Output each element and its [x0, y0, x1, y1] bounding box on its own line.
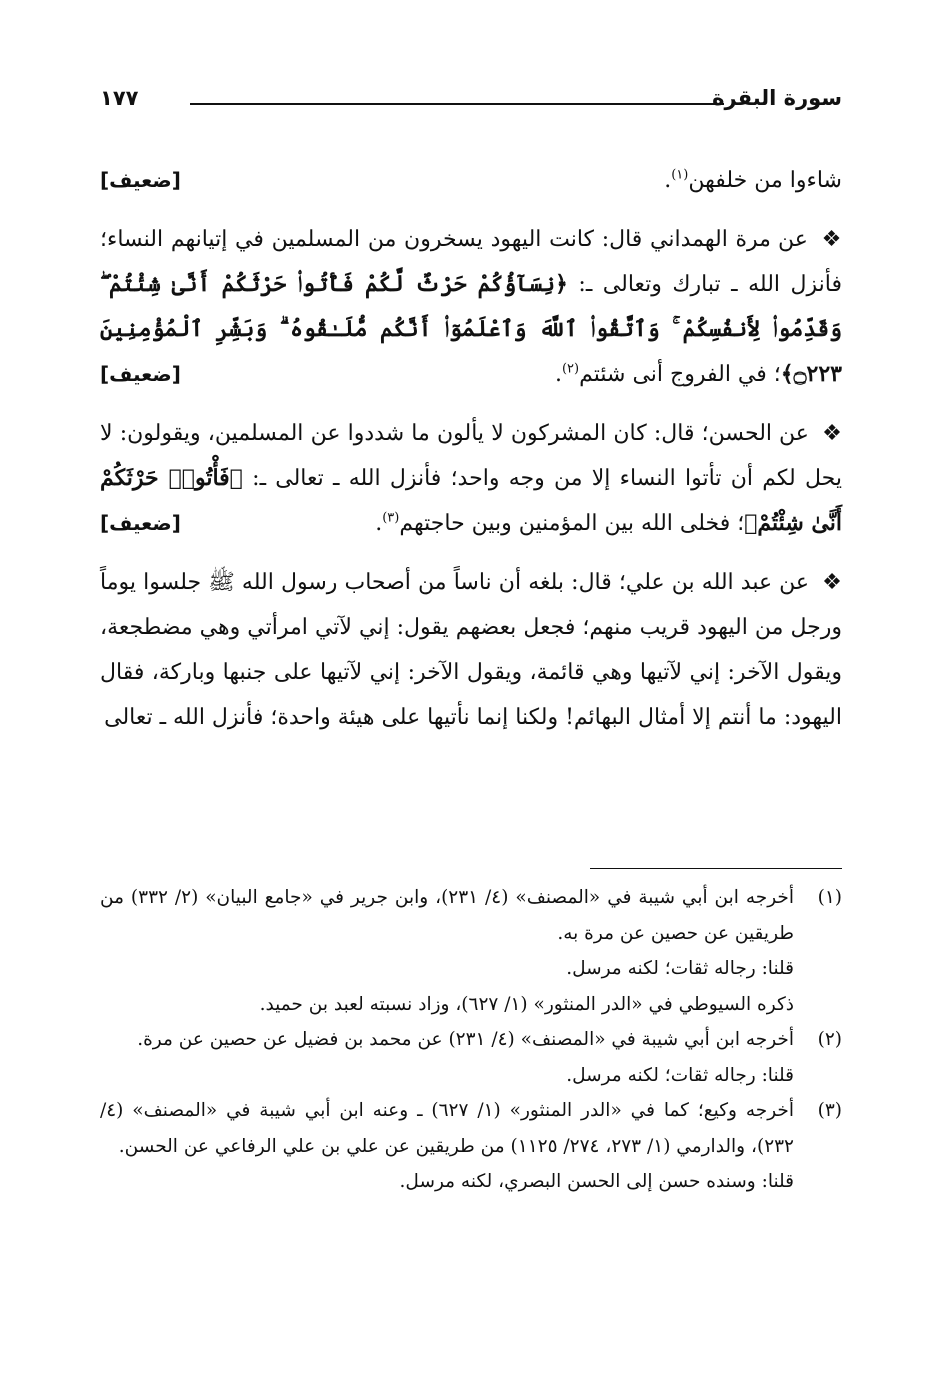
paragraph-text: عن عبد الله بن علي؛ قال: بلغه أن ناساً من أصحاب رسول الله ﷺ جلسوا يوماً ورجل من اليهود قريب منهم؛ فجعل بعضهم يقول: إني لآتي امرأتي وهي مضطجعة، ويقول الآخر: إني لآتيها وهي قائمة، ويقول الآخر: إني لآتيها على جنبها وباركة، فقال اليهود: ما أنتم إلا أمثال البهائم! ولكنا إنما نأتيها على هيئة واحدة؛ فأنزل الله ـ تعالى [100, 570, 842, 730]
footnote-ref: (٣) [382, 510, 400, 526]
footnote-line: أخرجه وكيع؛ كما في «الدر المنثور» (١/ ٦٢٧) ـ وعنه ابن أبي شيبة في «المصنف» (٤/ ٢٣٢)، والدارمي (١/ ٢٧٣، ٢٧٤/ ١١٢٥) من طريقين عن علي بن علي الرفاعي عن الحسن. [100, 1100, 795, 1157]
bullet-icon: ❖ [822, 570, 842, 595]
paragraph-1: [ضعيف] شاءوا من خلفهن$^{(١)}$. [100, 158, 842, 203]
footnote-separator [590, 868, 842, 869]
footnote-line: أخرجه ابن أبي شيبة في «المصنف» (٤/ ٢٣١)، وابن جرير في «جامع البيان» (٢/ ٣٣٢) من طريقين عن حصين عن مرة به. [100, 887, 794, 944]
header-rule [190, 103, 724, 105]
footnote-line: ذكره السيوطي في «الدر المنثور» (١/ ٦٢٧)، وزاد نسبته لعبد بن حميد. [259, 993, 794, 1015]
paragraph-text: ؛ فخلى الله بين المؤمنين وبين حاجتهم [399, 511, 745, 536]
paragraph-text: شاءوا من خلفهن [688, 168, 842, 193]
page-number: ١٧٧ [100, 86, 139, 110]
footnote-ref: (١) [671, 167, 689, 183]
footnote-2 [100, 1022, 842, 1093]
footnote-3 [100, 1093, 842, 1200]
surah-title: سورة البقرة [712, 86, 842, 110]
footnote-ref: (٢) [561, 361, 580, 377]
footnote-line: أخرجه ابن أبي شيبة في «المصنف» (٤/ ٢٣١) عن محمد بن فضيل عن حصين عن مرة. [137, 1029, 794, 1050]
footnote-line: قلنا: رجاله ثقات؛ لكنه مرسل. [566, 958, 794, 979]
quran-verse: ﴿نِسَآؤُكُمْ حَرْثٌ لَّكُمْ فَأْتُوا۟ حَرْثَكُمْ أَنَّىٰ شِئْتُمْ ۖ وَقَدِّمُوا۟ لِأَنفُسِكُمْ ۚ وَٱتَّقُوا۟ ٱللَّهَ وَٱعْلَمُوٓا۟ أَنَّكُم مُّلَـٰقُوهُ ۗ وَبَشِّرِ ٱلْمُؤْمِنِينَ ۝٢٢٣﴾ [100, 271, 842, 387]
footnote-1 [100, 880, 842, 1022]
paragraph-2: ❖ عن مرة الهمداني قال: كانت اليهود يسخرون من المسلمين في إتيانهم النساء؛ فأنزل الله ـ تبارك وتعالى ـ: ﴿نِسَآؤُكُمْ حَرْثٌ لَّكُمْ فَأْتُوا۟ حَرْثَكُمْ أَنَّىٰ شِئْتُمْ ۖ وَقَدِّمُوا۟ لِأَنفُسِكُمْ ۚ وَٱتَّقُوا۟ ٱللَّهَ وَٱعْلَمُوٓا۟ أَنَّكُم مُّلَـٰقُوهُ ۗ وَبَشِّرِ ٱلْمُؤْمِنِينَ ۝٢٢٣﴾؛ في الفروج أنى شئتم$^{(٢)}$. [ضعيف] [100, 217, 842, 397]
bullet-icon: ❖ [822, 421, 842, 446]
paragraph-text: عن مرة الهمداني قال: كانت اليهود يسخرون من المسلمين في إتيانهم النساء؛ فأنزل الله ـ تبارك وتعالى ـ: [100, 227, 843, 297]
paragraph-text: ؛ في الفروج أنى شئتم [579, 362, 781, 387]
paragraph-4 [100, 560, 842, 740]
verdict-label: [ضعيف] [100, 362, 181, 386]
footnote-line: قلنا: وسنده حسن إلى الحسن البصري، لكنه مرسل. [399, 1171, 794, 1192]
page-header [100, 86, 842, 126]
verdict-label: [ضعيف] [100, 511, 181, 535]
main-text [100, 158, 842, 754]
paragraph-text: عن الحسن؛ قال: كان المشركون لا يألون ما شددوا عن المسلمين، ويقولون: لا يحل لكم أن تأتوا النساء إلا من وجه واحد؛ فأنزل الله ـ تعالى ـ: [100, 421, 842, 491]
footnote-line: قلنا: رجاله ثقات؛ لكنه مرسل. [566, 1064, 794, 1086]
verdict-label: [ضعيف] [100, 168, 181, 192]
quran-verse: ﴿فَأْتُوا۟ حَرْثَكُمْ أَنَّىٰ شِئْتُمْ﴾ [100, 465, 842, 536]
footnote-number: (١) [817, 887, 842, 908]
footnotes [100, 880, 842, 1200]
footnote-number: (٣) [817, 1100, 842, 1121]
paragraph-3: ❖ عن الحسن؛ قال: كان المشركون لا يألون ما شددوا عن المسلمين، ويقولون: لا يحل لكم أن تأتوا النساء إلا من وجه واحد؛ فأنزل الله ـ تعالى ـ: ﴿فَأْتُوا۟ حَرْثَكُمْ أَنَّىٰ شِئْتُمْ﴾؛ فخلى الله بين المؤمنين وبين حاجتهم$^{(٣)}$. [ضعيف] [100, 411, 842, 546]
bullet-icon: ❖ [821, 227, 842, 252]
footnote-number: (٢) [817, 1029, 842, 1050]
